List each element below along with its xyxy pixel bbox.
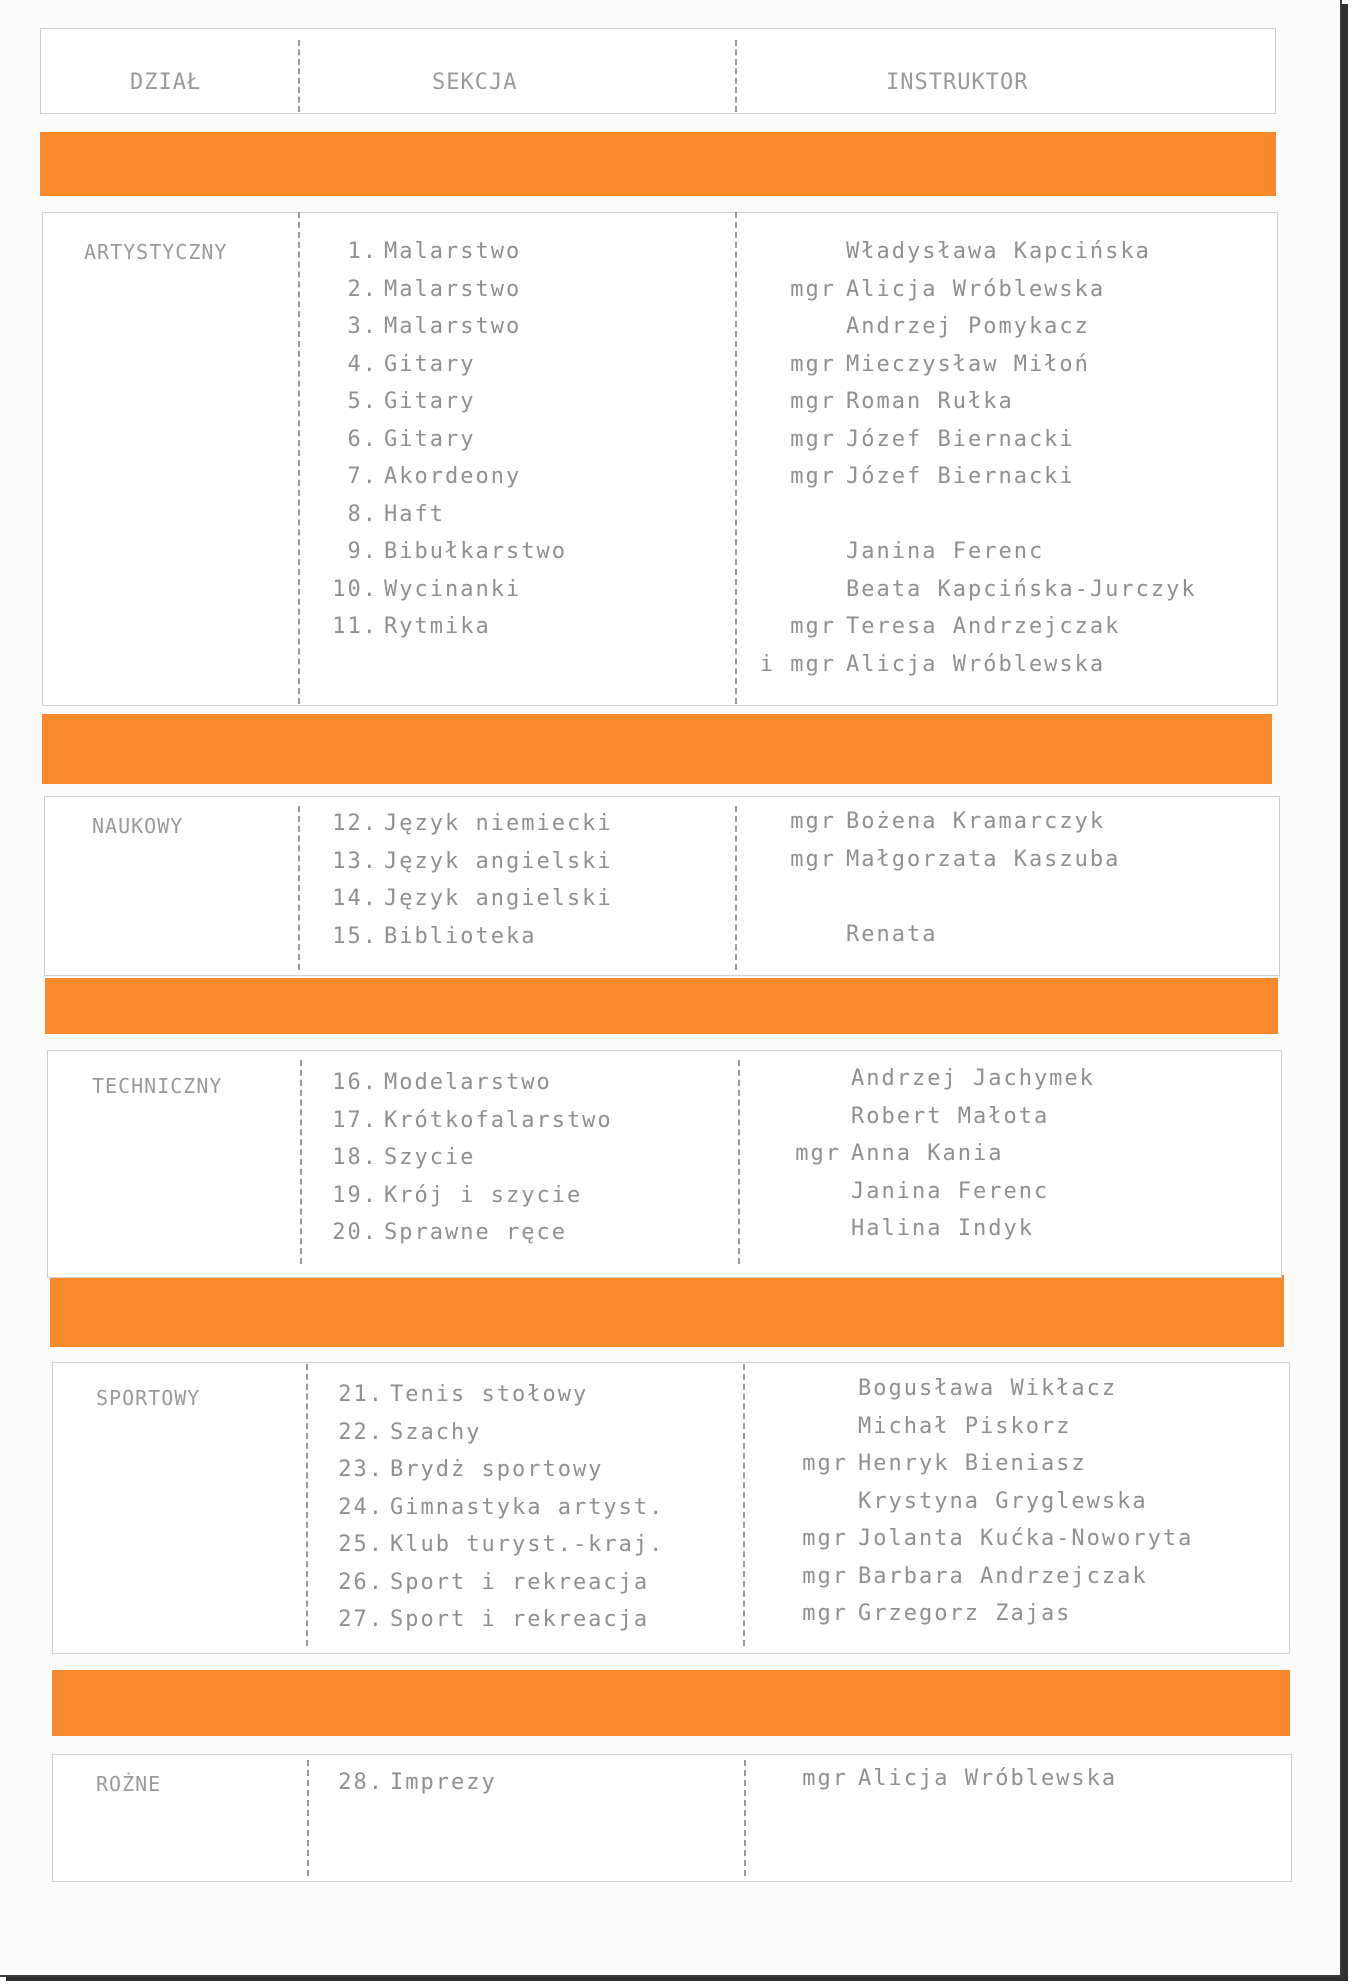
orange-band: [40, 132, 1276, 196]
list-item: [320, 346, 567, 384]
category-label: ROŻNE: [96, 1772, 162, 1796]
category-label: NAUKOWY: [92, 814, 184, 838]
list-item: [320, 1064, 613, 1102]
section-number: 8.: [347, 501, 378, 527]
section-name: Język niemiecki: [384, 811, 613, 836]
section-number: 22.: [338, 1419, 384, 1445]
list-item: [740, 841, 1120, 879]
list-item: [326, 1564, 664, 1602]
instructor-list: [752, 1370, 1193, 1633]
list-item: [745, 1098, 1095, 1136]
list-item: [740, 308, 1197, 346]
section-name: Gitary: [384, 351, 476, 377]
section-name: Imprezy: [390, 1770, 497, 1795]
instructor-title: mgr: [790, 351, 836, 377]
instructor-name: Bożena Kramarczyk: [846, 809, 1106, 834]
section-number: 14.: [332, 886, 378, 911]
list-item: [326, 1601, 664, 1639]
orange-band: [45, 978, 1278, 1034]
section-number: 16.: [332, 1070, 378, 1095]
instructor-title: mgr: [790, 614, 836, 639]
header-instruktor: INSTRUKTOR: [886, 70, 1029, 95]
section-number: 9.: [347, 539, 378, 564]
list-item: [745, 1060, 1095, 1098]
instructor-name: Alicja Wróblewska: [846, 276, 1106, 302]
list-item: [326, 1489, 664, 1527]
section-list: [326, 1376, 664, 1639]
section-number: 13.: [332, 848, 378, 874]
list-item: [320, 421, 567, 459]
section-number: 11.: [332, 614, 378, 639]
section-name: Sprawne ręce: [384, 1220, 567, 1245]
instructor-title: mgr: [802, 1526, 848, 1551]
list-item: [740, 496, 1197, 534]
list-item: [326, 1764, 497, 1802]
instructor-title: mgr: [790, 809, 836, 834]
section-name: Krój i szycie: [384, 1182, 583, 1208]
section-name: Akordeony: [384, 464, 522, 489]
instructor-list: [745, 1060, 1095, 1248]
section-number: 2.: [347, 276, 378, 302]
list-item: [740, 878, 1120, 916]
section-name: Malarstwo: [384, 276, 522, 302]
section-name: Biblioteka: [384, 923, 537, 949]
list-item: [752, 1558, 1193, 1596]
section-list: [326, 1764, 497, 1802]
section-number: 4.: [347, 351, 378, 377]
list-item: [320, 880, 613, 918]
section-name: Klub turyst.-kraj.: [390, 1532, 665, 1557]
section-number: 20.: [332, 1220, 378, 1245]
list-item: [740, 608, 1197, 646]
list-item: [740, 346, 1197, 384]
section-number: 7.: [347, 464, 378, 489]
list-item: [320, 805, 613, 843]
section-number: 28.: [338, 1770, 384, 1795]
instructor-name: Barbara Andrzejczak: [858, 1563, 1148, 1589]
list-item: [320, 271, 567, 309]
section-name: Sport i rekreacja: [390, 1569, 650, 1595]
instructor-title: mgr: [790, 389, 836, 414]
list-item: [320, 1139, 613, 1177]
section-name: Bibułkarstwo: [384, 539, 567, 564]
list-item: [752, 1408, 1193, 1446]
list-item: [752, 1520, 1193, 1558]
instructor-list: [752, 1760, 1117, 1798]
section-number: 1.: [347, 239, 378, 264]
list-item: [326, 1376, 664, 1414]
instructor-name: Roman Rułka: [846, 389, 1014, 414]
list-item: [745, 1210, 1095, 1248]
instructor-name: Janina Ferenc: [851, 1178, 1050, 1204]
section-list: [320, 805, 613, 955]
section-name: Malarstwo: [384, 314, 522, 339]
list-item: [740, 916, 1120, 954]
instructor-title: mgr: [802, 1451, 848, 1476]
section-name: Brydż sportowy: [390, 1457, 604, 1482]
instructor-name: Alicja Wróblewska: [846, 651, 1106, 677]
list-item: [320, 1102, 613, 1140]
section-name: Szycie: [384, 1145, 476, 1170]
instructor-title: mgr: [802, 1766, 848, 1791]
orange-band: [42, 714, 1272, 784]
list-item: [752, 1595, 1193, 1633]
section-name: Krótkofalarstwo: [384, 1107, 613, 1133]
instructor-name: Andrzej Pomykacz: [846, 314, 1090, 339]
list-item: [740, 458, 1197, 496]
column-separator: [306, 1364, 308, 1646]
section-number: 6.: [347, 426, 378, 452]
instructor-name: Krystyna Gryglewska: [858, 1488, 1148, 1514]
instructor-name: Józef Biernacki: [846, 426, 1075, 452]
instructor-list: [740, 803, 1120, 953]
instructor-name: Henryk Bieniasz: [858, 1451, 1087, 1476]
section-name: Gimnastyka artyst.: [390, 1494, 665, 1520]
section-number: 12.: [332, 811, 378, 836]
header-sekcja: SEKCJA: [432, 70, 518, 95]
instructor-title: mgr: [795, 1141, 841, 1166]
section-group-techniczny: [47, 1050, 1282, 1278]
list-item: [740, 233, 1197, 271]
section-list: [320, 233, 567, 646]
section-name: Język angielski: [384, 848, 613, 874]
instructor-name: Michał Piskorz: [858, 1413, 1072, 1439]
list-item: [740, 271, 1197, 309]
section-number: 3.: [347, 314, 378, 339]
list-item: [740, 383, 1197, 421]
list-item: [320, 458, 567, 496]
section-name: Wycinanki: [384, 576, 522, 602]
list-item: [320, 918, 613, 956]
list-item: [740, 421, 1197, 459]
list-item: [320, 233, 567, 271]
instructor-name: Anna Kania: [851, 1141, 1004, 1166]
instructor-title: mgr: [790, 276, 836, 302]
category-label: SPORTOWY: [96, 1386, 201, 1410]
column-separator: [735, 40, 737, 112]
header-dzial: DZIAŁ: [130, 70, 202, 95]
list-item: [320, 1214, 613, 1252]
list-item: [320, 843, 613, 881]
column-separator: [744, 1760, 746, 1876]
category-label: TECHNICZNY: [92, 1074, 223, 1098]
section-number: 24.: [338, 1494, 384, 1520]
section-name: Sport i rekreacja: [390, 1607, 650, 1632]
column-separator: [735, 212, 737, 704]
instructor-name: Renata: [846, 921, 938, 947]
section-list: [320, 1064, 613, 1252]
section-name: Malarstwo: [384, 239, 522, 264]
section-name: Modelarstwo: [384, 1070, 552, 1095]
section-number: 10.: [332, 576, 378, 602]
section-name: Szachy: [390, 1419, 482, 1445]
instructor-name: Bogusława Wikłacz: [858, 1376, 1118, 1401]
table-header: [40, 28, 1276, 114]
section-number: 19.: [332, 1182, 378, 1208]
list-item: [740, 571, 1197, 609]
instructor-name: Teresa Andrzejczak: [846, 614, 1121, 639]
list-item: [320, 571, 567, 609]
instructor-list: [740, 233, 1197, 683]
column-separator: [738, 1060, 740, 1264]
category-label: ARTYSTYCZNY: [84, 240, 228, 264]
column-separator: [735, 806, 737, 970]
column-separator: [307, 1760, 309, 1876]
instructor-title: mgr: [790, 846, 836, 872]
instructor-title: mgr: [790, 426, 836, 452]
column-separator: [743, 1364, 745, 1646]
section-number: 25.: [338, 1532, 384, 1557]
list-item: [320, 383, 567, 421]
instructor-name: Janina Ferenc: [846, 539, 1045, 564]
list-item: [740, 646, 1197, 684]
section-name: Rytmika: [384, 614, 491, 639]
column-separator: [300, 1060, 302, 1264]
section-number: 15.: [332, 923, 378, 949]
list-item: [320, 308, 567, 346]
orange-band: [52, 1670, 1290, 1736]
instructor-title: mgr: [802, 1563, 848, 1589]
list-item: [752, 1445, 1193, 1483]
section-number: 21.: [338, 1382, 384, 1407]
list-item: [320, 608, 567, 646]
section-number: 23.: [338, 1457, 384, 1482]
list-item: [752, 1370, 1193, 1408]
instructor-name: Grzegorz Zajas: [858, 1601, 1072, 1626]
instructor-name: Małgorzata Kaszuba: [846, 846, 1121, 872]
section-number: 27.: [338, 1607, 384, 1632]
section-name: Język angielski: [384, 886, 613, 911]
list-item: [320, 1177, 613, 1215]
instructor-name: Andrzej Jachymek: [851, 1066, 1095, 1091]
list-item: [752, 1483, 1193, 1521]
section-name: Gitary: [384, 426, 476, 452]
list-item: [326, 1451, 664, 1489]
instructor-name: Robert Małota: [851, 1103, 1050, 1129]
list-item: [326, 1414, 664, 1452]
list-item: [320, 533, 567, 571]
list-item: [745, 1173, 1095, 1211]
instructor-title: mgr: [802, 1601, 848, 1626]
orange-band: [50, 1275, 1284, 1347]
list-item: [752, 1760, 1117, 1798]
section-name: Gitary: [384, 389, 476, 414]
instructor-title: i mgr: [759, 651, 836, 677]
column-separator: [298, 212, 300, 704]
section-name: Haft: [384, 501, 445, 527]
instructor-name: Władysława Kapcińska: [846, 239, 1151, 264]
section-number: 18.: [332, 1145, 378, 1170]
list-item: [320, 496, 567, 534]
column-separator: [298, 40, 300, 112]
instructor-name: Alicja Wróblewska: [858, 1766, 1118, 1791]
list-item: [326, 1526, 664, 1564]
instructor-name: Beata Kapcińska-Jurczyk: [846, 576, 1197, 602]
instructor-title: mgr: [790, 464, 836, 489]
instructor-name: Jolanta Kućka-Noworyta: [858, 1526, 1194, 1551]
instructor-name: Mieczysław Miłoń: [846, 351, 1090, 377]
section-name: Tenis stołowy: [390, 1382, 589, 1407]
list-item: [740, 803, 1120, 841]
section-number: 17.: [332, 1107, 378, 1133]
instructor-name: Halina Indyk: [851, 1216, 1034, 1241]
instructor-name: Józef Biernacki: [846, 464, 1075, 489]
section-number: 5.: [347, 389, 378, 414]
list-item: [740, 533, 1197, 571]
list-item: [745, 1135, 1095, 1173]
section-number: 26.: [338, 1569, 384, 1595]
column-separator: [298, 806, 300, 970]
